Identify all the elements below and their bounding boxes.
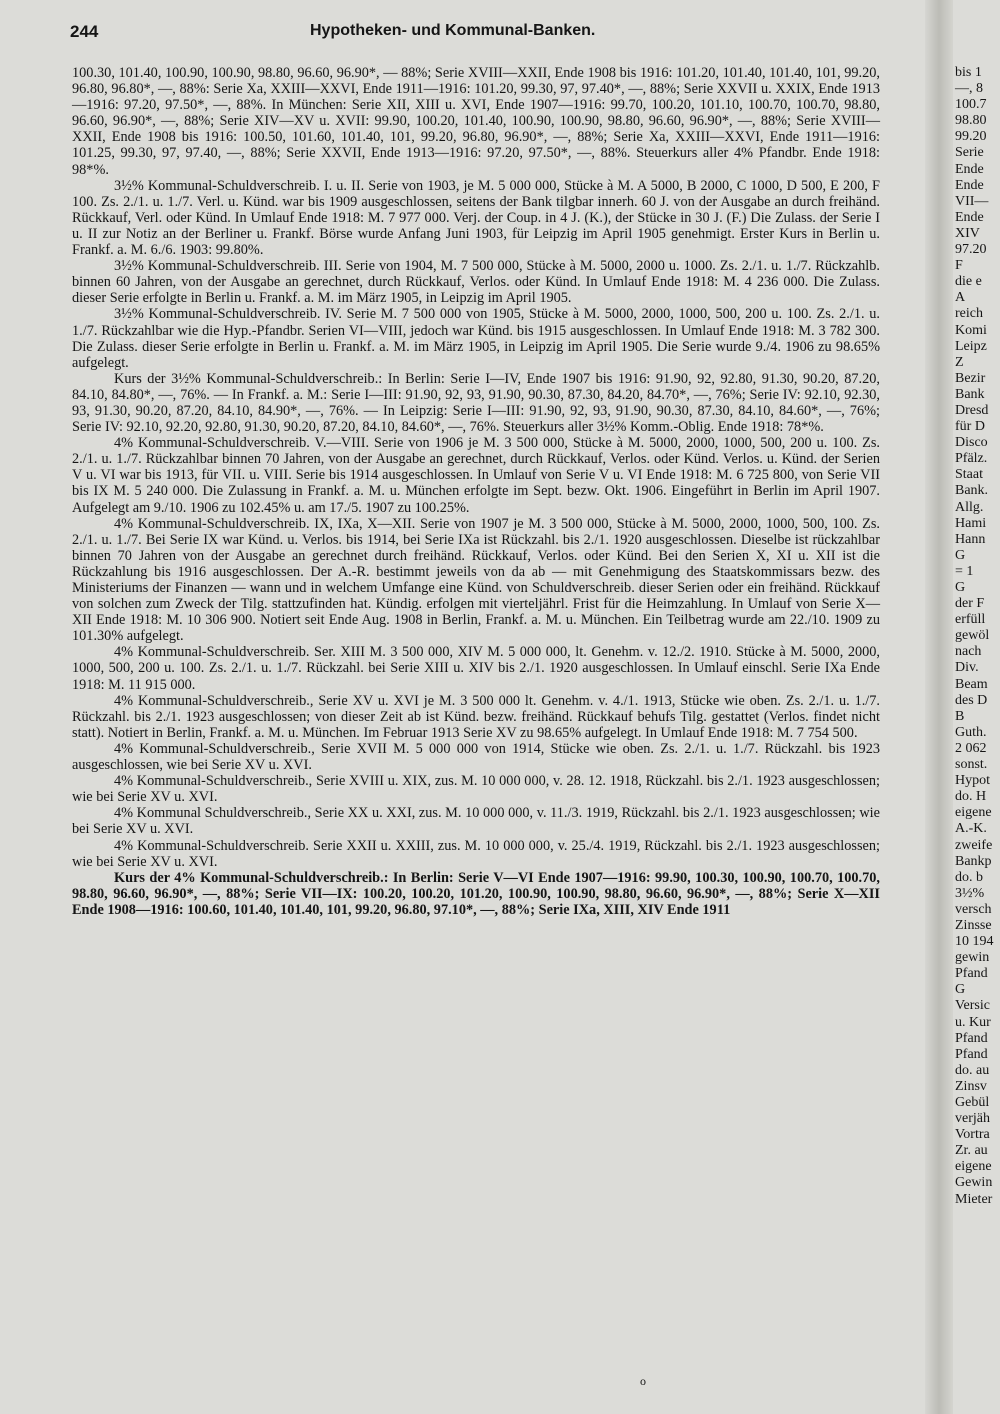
adjacent-page-line: gewöl <box>955 628 990 644</box>
text-paragraph: 4% Kommunal-Schuldverschreib. Serie XXII u. XXIII, zus. M. 10 000 000, v. 25./4. 1919, Rückzahl. bis 2./1. 1923 ausgeschlossen; wie bei Serie XV u. XVI. <box>72 837 880 870</box>
text-paragraph: 4% Kommunal-Schuldverschreib. Ser. XIII M. 3 500 000, XIV M. 5 000 000, lt. Genehm. v. 12./2. 1910. Stücke à M. 5000, 2000, 1000, 500, 200 u. 100. Zs. 2./1. u. 1./7. Rückzahl. bei Serie XIII u. XIV bis 2./1. 1920 ausgeschlossen. In Umlauf einschl. Serie IXa Ende 1918: M. 11 915 000. <box>72 644 880 693</box>
text-paragraph: 4% Kommunal Schuldverschreib., Serie XX u. XXI, zus. M. 10 000 000, v. 11./3. 1919, Rückzahl. bis 2./1. 1923 ausgeschlossen; wie bei Serie XV u. XVI. <box>72 805 880 838</box>
adjacent-page-line: —, 8 <box>955 81 983 97</box>
adjacent-page-line: Mieter <box>955 1191 993 1207</box>
adjacent-page-line: reich <box>955 306 983 322</box>
adjacent-page-line: die e <box>955 274 982 290</box>
adjacent-page-line: Dresd <box>955 402 989 418</box>
adjacent-page-line: u. Kur <box>955 1014 991 1030</box>
adjacent-page-line: Guth. <box>955 724 987 740</box>
running-title: Hypotheken- und Kommunal-Banken. <box>310 22 596 39</box>
adjacent-page-line: Pfand <box>955 1046 988 1062</box>
text-paragraph: 3½% Kommunal-Schuldverschreib. I. u. II. Serie von 1903, je M. 5 000 000, Stücke à M. A 5000, B 2000, C 1000, D 500, E 200, F 100. Zs. 2./1. u. 1./7. Verl. u. Künd. war bis 1909 ausgeschlossen, seitens der Bank tilgbar innerh. 60 J. von der Ausgabe an durch freihänd. Rückkauf, Verl. oder Künd. In Umlauf Ende 1918: M. 7 977 000. Verj. der Coup. in 4 J. (K.), der Stücke in 30 J. (F.) Die Zulass. der Serie I u. II zur Notiz an der Berliner u. Frankf. Börse wurde Anfang Juni 1903, für Leipzig im April 1905 genehmigt. Erster Kurs in Berlin u. Frankf. a. M. 6./6. 1903: 99.80%. <box>72 177 880 259</box>
adjacent-page-line: Zr. au <box>955 1143 988 1159</box>
text-paragraph: 100.30, 101.40, 100.90, 100.90, 98.80, 96.60, 96.90*, — 88%; Serie XVIII—XXII, Ende 1908 bis 1916: 101.20, 101.40, 101.40, 101, 99.20, 96.80, 96.80*, —, 88%: Serie Xa, XXIII—XXVI, Ende 1911—1916: 101.20, 99.30, 97, 97.40*, —, 88%; Serie XXVII u. XXIX, Ende 1913—1916: 97.20, 97.50*, —, 88%. In München: Serie XII, XIII u. XVI, Ende 1907—1916: 99.70, 100.20, 101.10, 100.70, 100.70, 98.80, 96.60, 96.90*, —, 88%; Serie XIV—XV u. XVII: 99.90, 100.20, 101.40, 100.90, 100.90, 98.80, 96.60, 96.90*, —, 88%; Serie XVIII—XXII, Ende 1908 bis 1916: 100.50, 101.60, 101.40, 101, 99.20, 96.80, 96.90*, —, 88%; Serie Xa, XXIII—XXVI, Ende 1911—1916: 101.25, 99.30, 97, 97.40, —, 88%; Serie XXVII, Ende 1913—1916: 97.20, 97.50*, —, 88%. Steuerkurs aller 4% Pfandbr. Ende 1918: 98*%. <box>72 65 880 178</box>
text-paragraph: 4% Kommunal-Schuldverschreib. V.—VIII. Serie von 1906 je M. 3 500 000, Stücke à M. 5000, 2000, 1000, 500, 200 u. 100. Zs. 2./1. u. 1./7. Rückzahlbar binnen 70 Jahren, von der Ausgabe an gerechnet, durch Rückkauf, Verlos. oder Künd. Verlos. u. Künd. der Serien V u. VI war bis 1913, für VII. u. VIII. Serie bis 1914 ausgeschlossen. In Umlauf von Serie V u. VI Ende 1918: M. 6 725 800, von Serie VII bis IX M. 5 240 000. Die Zulassung in Frankf. a. M. u. München erfolgte im Sept. bezw. Okt. 1906. Eingeführt in Berlin im April 1907. Aufgelegt am 9./10. 1906 zu 102.45% u. am 17./5. 1907 zu 100.25%. <box>72 435 880 516</box>
adjacent-page-line: Komi <box>955 322 987 338</box>
adjacent-page-line: der F <box>955 596 985 612</box>
adjacent-page-line: VII— <box>955 193 989 209</box>
adjacent-page-line: XIV <box>955 225 980 241</box>
main-text-column <box>72 65 880 1365</box>
adjacent-page-line: G <box>955 982 966 998</box>
adjacent-page-line: Ende <box>955 209 984 225</box>
adjacent-page-line: Bankp <box>955 853 992 869</box>
adjacent-page-line: F <box>955 258 963 274</box>
adjacent-page-line: Beam <box>955 676 988 692</box>
adjacent-page-line: A <box>955 290 966 306</box>
adjacent-page-line: Gewin <box>955 1175 993 1191</box>
adjacent-page-line: do. au <box>955 1062 990 1078</box>
adjacent-page-line: 99.20 <box>955 129 987 145</box>
adjacent-page-line: G <box>955 580 966 595</box>
text-paragraph: 4% Kommunal-Schuldverschreib. IX, IXa, X—XII. Serie von 1907 je M. 3 500 000, Stücke à M. 5000, 2000, 1000, 500, 100. Zs. 2./1. u. 1./7. Bei Serie IX war Künd. u. Verlos. bis 1914, bei Serie IXa ist Rückzahl. bis 2./1. 1920 ausgeschlossen. Dieselbe ist rückzahlbar binnen 70 Jahren von der Ausgabe an gerechnet durch freihänd. Rückkauf, Verlos. oder Künd. Bei den Serien X, XI u. XII ist die Rückzahlung bis 1916 ausgeschlossen. Der A.-R. bestimmt jeweils von da ab — mit Genehmigung des Staatskommissars bezw. des Ministeriums der Finanzen — wann und in welchem Umfange eine Künd. von Schuldverschreib. dieser Serien oder ein freihänd. Rückkauf von solchen zum Zweck der Tilg. stattzufinden hat. Kündig. erfolgen mit vierteljährl. Frist für die Heimzahlung. In Umlauf von Serie X—XII Ende 1918: M. 10 306 900. Notiert seit Ende Aug. 1908 in Berlin, Frankf. a. M. u. München. Ein Teilbetrag wurde am 22./10. 1909 zu 101.30% aufgelegt. <box>72 515 880 645</box>
adjacent-page-line: Pfand <box>955 1030 988 1046</box>
adjacent-page-line: 2 062 <box>955 740 987 756</box>
adjacent-page-line: 3½% <box>955 885 985 901</box>
adjacent-page-line: 10 194 <box>955 934 994 950</box>
adjacent-page-line: zweife <box>955 837 993 853</box>
adjacent-page-line: Disco <box>955 435 988 451</box>
adjacent-page-line: Pfälz. <box>955 451 988 467</box>
adjacent-page-line: Pfand <box>955 966 988 982</box>
adjacent-page-line: des D <box>955 692 988 708</box>
adjacent-page-line: versch <box>955 901 992 917</box>
adjacent-page-line: do. H <box>955 789 987 805</box>
adjacent-page-line: erfüll <box>955 612 986 628</box>
text-paragraph: Kurs der 4% Kommunal-Schuldverschreib.: In Berlin: Serie V—VI Ende 1907—1916: 99.90, 100.30, 100.90, 100.70, 100.70, 98.80, 96.60, 96.90*, —, 88%; Serie VII—IX: 100.20, 100.20, 101.20, 100.90, 100.90, 98.80, 96.60, 96.90*, —, 88%; Serie X—XII Ende 1908—1916: 100.60, 101.40, 101.40, 101, 99.20, 96.80, 97.10*, —, 88%; Serie IXa, XIII, XIV Ende 1911 <box>72 869 880 918</box>
adjacent-page-line: Zinsse <box>955 917 992 933</box>
adjacent-page-line: Div. <box>955 660 979 676</box>
page-gutter <box>925 0 953 1414</box>
adjacent-page-line: Ende <box>955 177 984 193</box>
adjacent-page-line: 98.80 <box>955 113 987 129</box>
adjacent-page-line: gewin <box>955 950 990 966</box>
adjacent-page-line: 97.20 <box>955 242 987 258</box>
adjacent-page-line: eigene <box>955 805 992 821</box>
adjacent-page-line: nach <box>955 644 982 660</box>
text-paragraph: 3½% Kommunal-Schuldverschreib. III. Serie von 1904, M. 7 500 000, Stücke à M. 5000, 2000 u. 1000. Zs. 2./1. u. 1./7. Rückzahlb. binnen 60 Jahren, von der Ausgabe an gerechnet, durch Rückkauf, Verlos. oder Künd. In Umlauf Ende 1918: M. 4 236 000. Die Zulass. dieser Serie erfolgte in Berlin u. Frankf. a. M. im März 1905, in Leipzig im April 1905. <box>72 258 880 307</box>
page-header <box>70 22 920 48</box>
adjacent-page-line: 100.7 <box>955 97 987 113</box>
text-paragraph: 4% Kommunal-Schuldverschreib., Serie XV u. XVI je M. 3 500 000 lt. Genehm. v. 4./1. 1913, Stücke wie oben. Zs. 2./1. u. 1./7. Rückzahl. bis 2./1. 1923 ausgeschlossen; von dieser Zeit ab ist Künd. bezw. freihänd. Rückkauf behufs Tilg. gestattet (Verlos. findet nicht statt). Notiert in Berlin, Frankf. a. M. u. München. Im Februar 1913 Serie XV zu 98.65% aufgelegt. In Umlauf Ende 1918: M. 7 754 500. <box>72 692 880 741</box>
adjacent-page-line: B <box>955 708 965 724</box>
adjacent-page-line: eigene <box>955 1159 992 1175</box>
adjacent-page-line: G <box>955 547 966 563</box>
adjacent-page-line: Z <box>955 354 964 370</box>
text-paragraph: 3½% Kommunal-Schuldverschreib. IV. Serie M. 7 500 000 von 1905, Stücke à M. 5000, 2000, 1000, 500, 200 u. 100. Zs. 2./1. u. 1./7. Rückzahlbar wie die Hyp.-Pfandbr. Serien VI—VIII, jedoch war Künd. bis 1915 ausgeschlossen. In Umlauf Ende 1918: M. 3 782 300. Die Zulass. dieser Serie erfolgte in Berlin u. Frankf. a. M. im März 1905, in Leipzig im April 1905. Die Serie wurde 9./4. 1906 zu 98.65% aufgelegt. <box>72 306 880 371</box>
adjacent-page-line: bis 1 <box>955 65 982 80</box>
adjacent-page-line: Bank. <box>955 483 989 499</box>
adjacent-page-line: Vortra <box>955 1127 990 1143</box>
text-paragraph: 4% Kommunal-Schuldverschreib., Serie XVIII u. XIX, zus. M. 10 000 000, v. 28. 12. 1918, Rückzahl. bis 2./1. 1923 ausgeschlossen; wie bei Serie XV u. XVI. <box>72 773 880 806</box>
adjacent-page-line: Bezir <box>955 370 986 386</box>
adjacent-page-line: Allg. <box>955 499 984 515</box>
adjacent-page-line: Hami <box>955 515 987 531</box>
adjacent-page-line: verjäh <box>955 1111 990 1127</box>
adjacent-page-line: Hann <box>955 531 986 547</box>
adjacent-page-line: Staat <box>955 467 983 483</box>
adjacent-page-line: Zinsv <box>955 1078 987 1094</box>
adjacent-page-line: sonst. <box>955 757 988 773</box>
adjacent-page-line: A.-K. <box>955 821 987 837</box>
adjacent-page-line: Serie <box>955 145 984 161</box>
adjacent-page-line: Gebül <box>955 1095 990 1110</box>
page-number: 244 <box>70 22 99 41</box>
adjacent-page-line: Leipz <box>955 338 987 354</box>
adjacent-page-line: Ende <box>955 161 984 177</box>
adjacent-page-line: Versic <box>955 998 990 1014</box>
adjacent-page-line: für D <box>955 419 985 435</box>
text-paragraph: Kurs der 3½% Kommunal-Schuldverschreib.: In Berlin: Serie I—IV, Ende 1907 bis 1916: 91.90, 92, 92.80, 91.30, 90.20, 87.20, 84.10, 84.80*, —, 76%. — In Frankf. a. M.: Serie I—III: 91.90, 92, 93, 91.90, 90.30, 87.30, 84.20, 84.70*, —, 76%; Serie IV: 92.10, 92.30, 93, 91.30, 90.20, 87.20, 84.10, 84.90*, —, 76%. — In Leipzig: Serie I—III: 91.90, 92, 93, 91.90, 90.30, 87.30, 84.10, 84.60*, —, 76%; Serie IV: 92.10, 92.20, 92.80, 91.30, 90.20, 87.20, 84.10, 84.60*, —, 76%. Steuerkurs aller 3½% Komm.-Oblig. Ende 1918: 78*%. <box>72 370 880 436</box>
adjacent-page-column <box>955 65 1000 1207</box>
adjacent-page-line: Bank <box>955 386 985 402</box>
adjacent-page-line: = 1 <box>955 563 974 579</box>
adjacent-page-line: do. b <box>955 869 983 885</box>
adjacent-page-line: Hypot <box>955 773 990 789</box>
footer-mark: o <box>640 1374 646 1388</box>
text-paragraph: 4% Kommunal-Schuldverschreib., Serie XVII M. 5 000 000 von 1914, Stücke wie oben. Zs. 2./1. u. 1./7. Rückzahl. bis 1923 ausgeschlossen, wie bei Serie XV u. XVI. <box>72 740 880 774</box>
